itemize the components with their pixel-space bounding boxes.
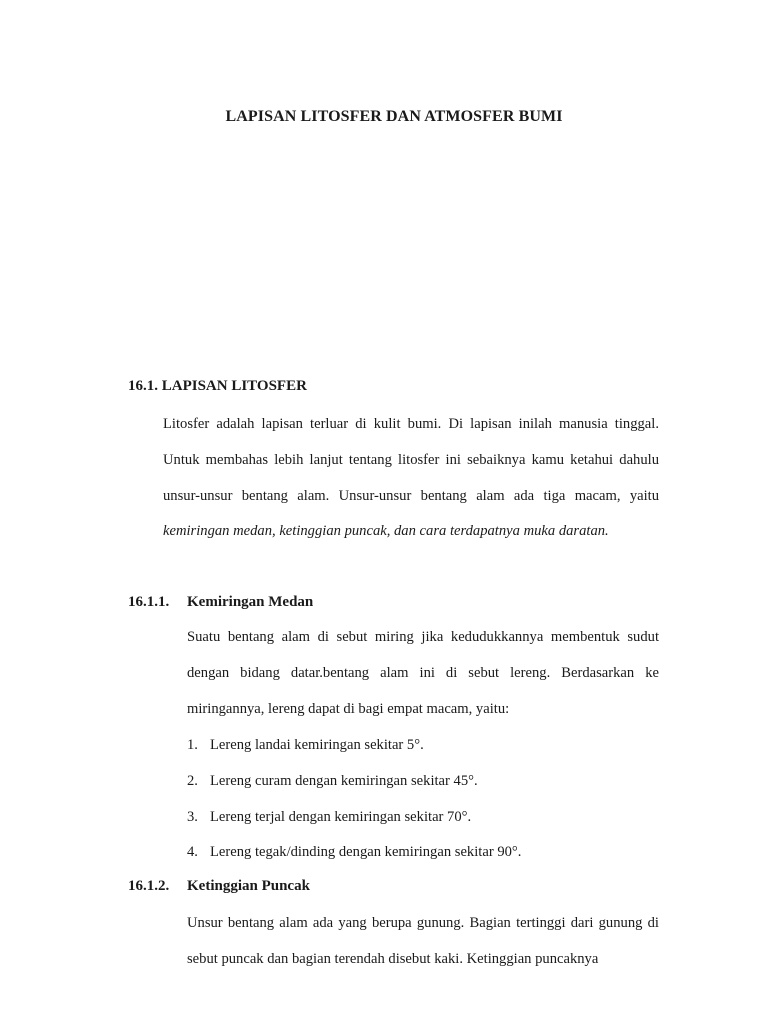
list-item-number: 2. <box>187 772 198 789</box>
list-item-text: Lereng landai kemiringan sekitar 5°. <box>210 737 424 753</box>
document-title: LAPISAN LITOSFER DAN ATMOSFER BUMI <box>225 108 563 125</box>
section-heading: 16.1. LAPISAN LITOSFER <box>128 378 307 394</box>
list-item-text: Lereng tegak/dinding dengan kemiringan sekitar 90°. <box>210 844 522 861</box>
subsection-title: Kemiringan Medan <box>187 594 314 610</box>
intro-italic-text: kemiringan medan, ketinggian puncak, dan cara terdapatnya muka daratan. <box>163 523 609 540</box>
list-item-text: Lereng terjal dengan kemiringan sekitar 70°. <box>210 808 472 825</box>
slope-list <box>187 728 521 871</box>
list-item <box>187 835 521 871</box>
section-intro-paragraph <box>163 407 659 550</box>
subsection-paragraph-ketinggian: Unsur bentang alam ada yang berupa gunung. Bagian tertinggi dari gunung di sebut puncak dan bagian terendah disebut kaki. Ketinggian puncaknya <box>187 915 659 967</box>
subsection-number: 16.1.1. <box>128 594 170 610</box>
intro-plain-text: Litosfer adalah lapisan terluar di kulit bumi. Di lapisan inilah manusia tinggal. Untuk membahas lebih lanjut tentang litosfer ini sebaiknya kamu ketahui dahulu unsur-unsur bentang alam. Unsur-unsur bentang alam ada tiga macam, yaitu <box>163 416 659 504</box>
list-item-number: 1. <box>187 737 198 753</box>
list-item <box>187 764 521 800</box>
list-item <box>187 728 521 764</box>
list-item <box>187 800 521 836</box>
list-item-number: 4. <box>187 844 198 861</box>
subsection-title: Ketinggian Puncak <box>187 878 310 894</box>
subsection-paragraph-kemiringan: Suatu bentang alam di sebut miring jika kedudukkannya membentuk sudut dengan bidang datar.bentang alam ini di sebut lereng. Berdasarkan ke miringannya, lereng dapat di bagi empat macam, yaitu: <box>187 629 659 717</box>
subsection-heading-ketinggian <box>128 878 310 895</box>
subsection-heading-kemiringan <box>128 594 313 611</box>
list-item-number: 3. <box>187 808 198 825</box>
subsection-number: 16.1.2. <box>128 878 170 894</box>
list-item-text: Lereng curam dengan kemiringan sekitar 45°. <box>210 772 478 789</box>
